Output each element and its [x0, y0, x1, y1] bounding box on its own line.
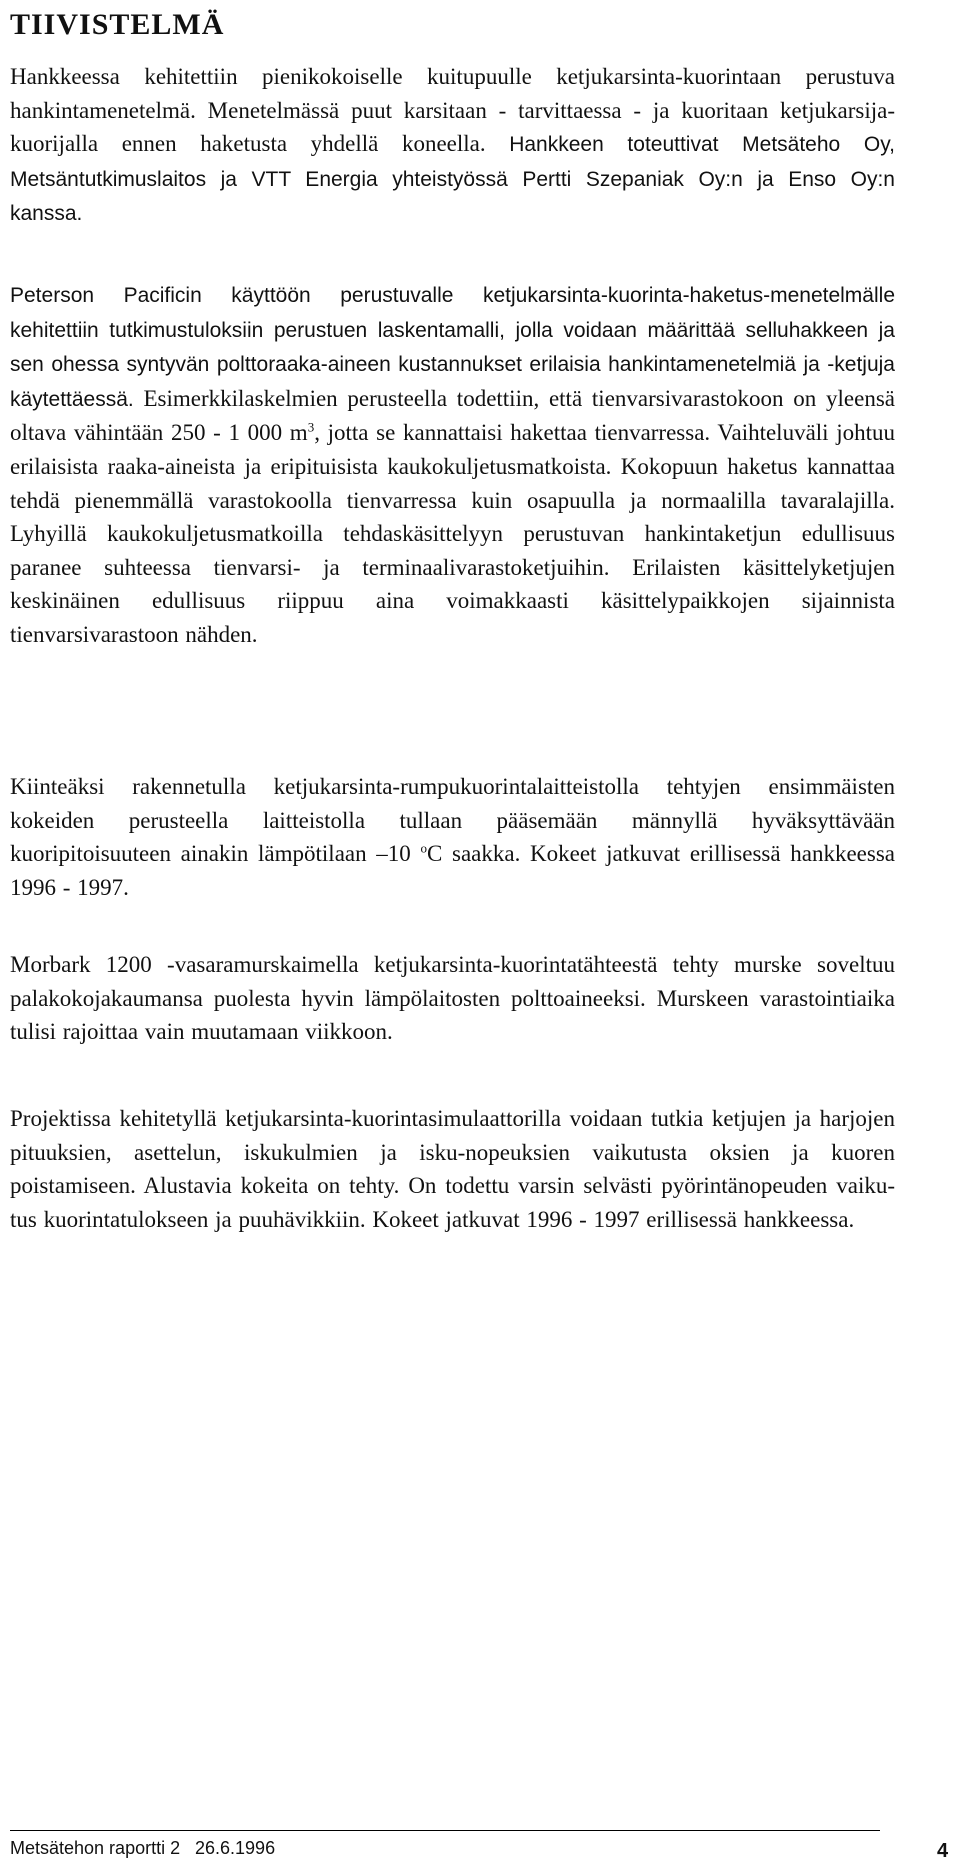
paragraph-1-text-b: Hankkeen toteuttivat Metsäteho Oy, Metsäntutkimuslaitos ja VTT Energia yhteistyössä Pertti Szepaniak Oy:n ja Enso Oy:n kanssa. — [10, 133, 895, 226]
paragraph-3-text-a: Kiinteäksi rakennetulla ketjukarsinta-rumpukuorintalaitteistolla tehtyjen ensimmäisten kokeiden perusteella laitteistolla tullaan pääsemään männyllä hyväksyttävään kuoripitoisuuteen ainakin lämpötilaan –10 — [10, 774, 895, 867]
footer-date: 26.6.1996 — [195, 1838, 276, 1858]
paragraph-3 — [10, 770, 895, 904]
paragraph-3-text-b: C saakka. Kokeet jatkuvat erillisessä hankkeessa 1996 - 1997. — [10, 841, 895, 900]
footer-report-name: Metsätehon raportti 2 — [10, 1838, 181, 1858]
paragraph-2-text-b: Esimerkkilaskelmien perusteella todettiin, että tienvarsivarastokoon on yleensä oltava vähintään 250 - 1 000 m — [10, 385, 896, 446]
page-title: TIIVISTELMÄ — [10, 8, 225, 41]
superscript-cubic: 3 — [307, 419, 315, 435]
paragraph-5: Projektissa kehitetyllä ketjukarsinta-kuorintasimulaattorilla voidaan tutkia ketjujen ja harjojen pituuksien, asettelun, iskukulmien ja isku-nopeuksien vaikutusta oksien ja kuoren poistamiseen. Alustavia kokeita on tehty. On todettu varsin selvästi pyörintänopeuden vaiku-tus kuorintatulokseen ja puuhävikkiin. Kokeet jatkuvat 1996 - 1997 erillisessä hankkeessa. — [10, 1106, 895, 1232]
paragraph-4: Morbark 1200 -vasaramurskaimella ketjukarsinta-kuorintatähteestä tehty murske soveltuu palakokojakaumansa puolesta hyvin lämpölaitosten polttoaineeksi. Murskeen varastointiaika tulisi rajoittaa vain muutamaan viikkoon. — [10, 952, 895, 1045]
page-number: 4 — [937, 1840, 949, 1862]
paragraph-1-text-a: Hankkeessa kehitettiin pienikokoiselle kuitupuulle ketjukarsinta-kuorintaan perustuva hankintamenetelmä. Menetelmässä puut karsitaan - tarvittaessa - ja kuoritaan ketjukarsija-kuorijalla ennen haketusta yhdellä koneella. — [10, 64, 895, 157]
paragraph-1 — [10, 60, 895, 231]
paragraph-2-text-c: , jotta se kannattaisi hakettaa tienvarressa. Vaihteluväli johtuu erilaisista raaka-aineista ja eripituisista kaukokuljetusmatkoista. Kokopuun haketus kannattaa tehdä pienemmällä varastokoolla tienvarressa kuin osapuulla ja normaalilla tavaralajilla. Lyhyillä kaukokuljetusmatkoilla tehdaskäsittelyyn perustuvan hankintaketjun edullisuus paranee suhteessa tienvarsi- ja terminaalivarastoketjuihin. Erilaisten käsittelyketjujen keskinäinen edullisuus riippuu aina voimakkaasti käsittelypaikkojen sijainnista tienvarsivarastoon nähden. — [10, 420, 896, 647]
superscript-degree: o — [420, 840, 427, 856]
paragraph-2 — [10, 278, 895, 652]
paragraph-2-text-a: Peterson Pacificin käyttöön perustuvalle ketjukarsinta-kuorinta-haketus-menetelmälle kehitettiin tutkimustuloksiin perustuen laskentamalli, jolla voidaan määrittää selluhakkeen ja sen ohessa syntyvän polttoraaka-aineen kustannukset erilaisia hankintamenetelmiä ja -ketjuja käytettäessä. — [10, 284, 895, 411]
footer-divider — [10, 1830, 880, 1831]
